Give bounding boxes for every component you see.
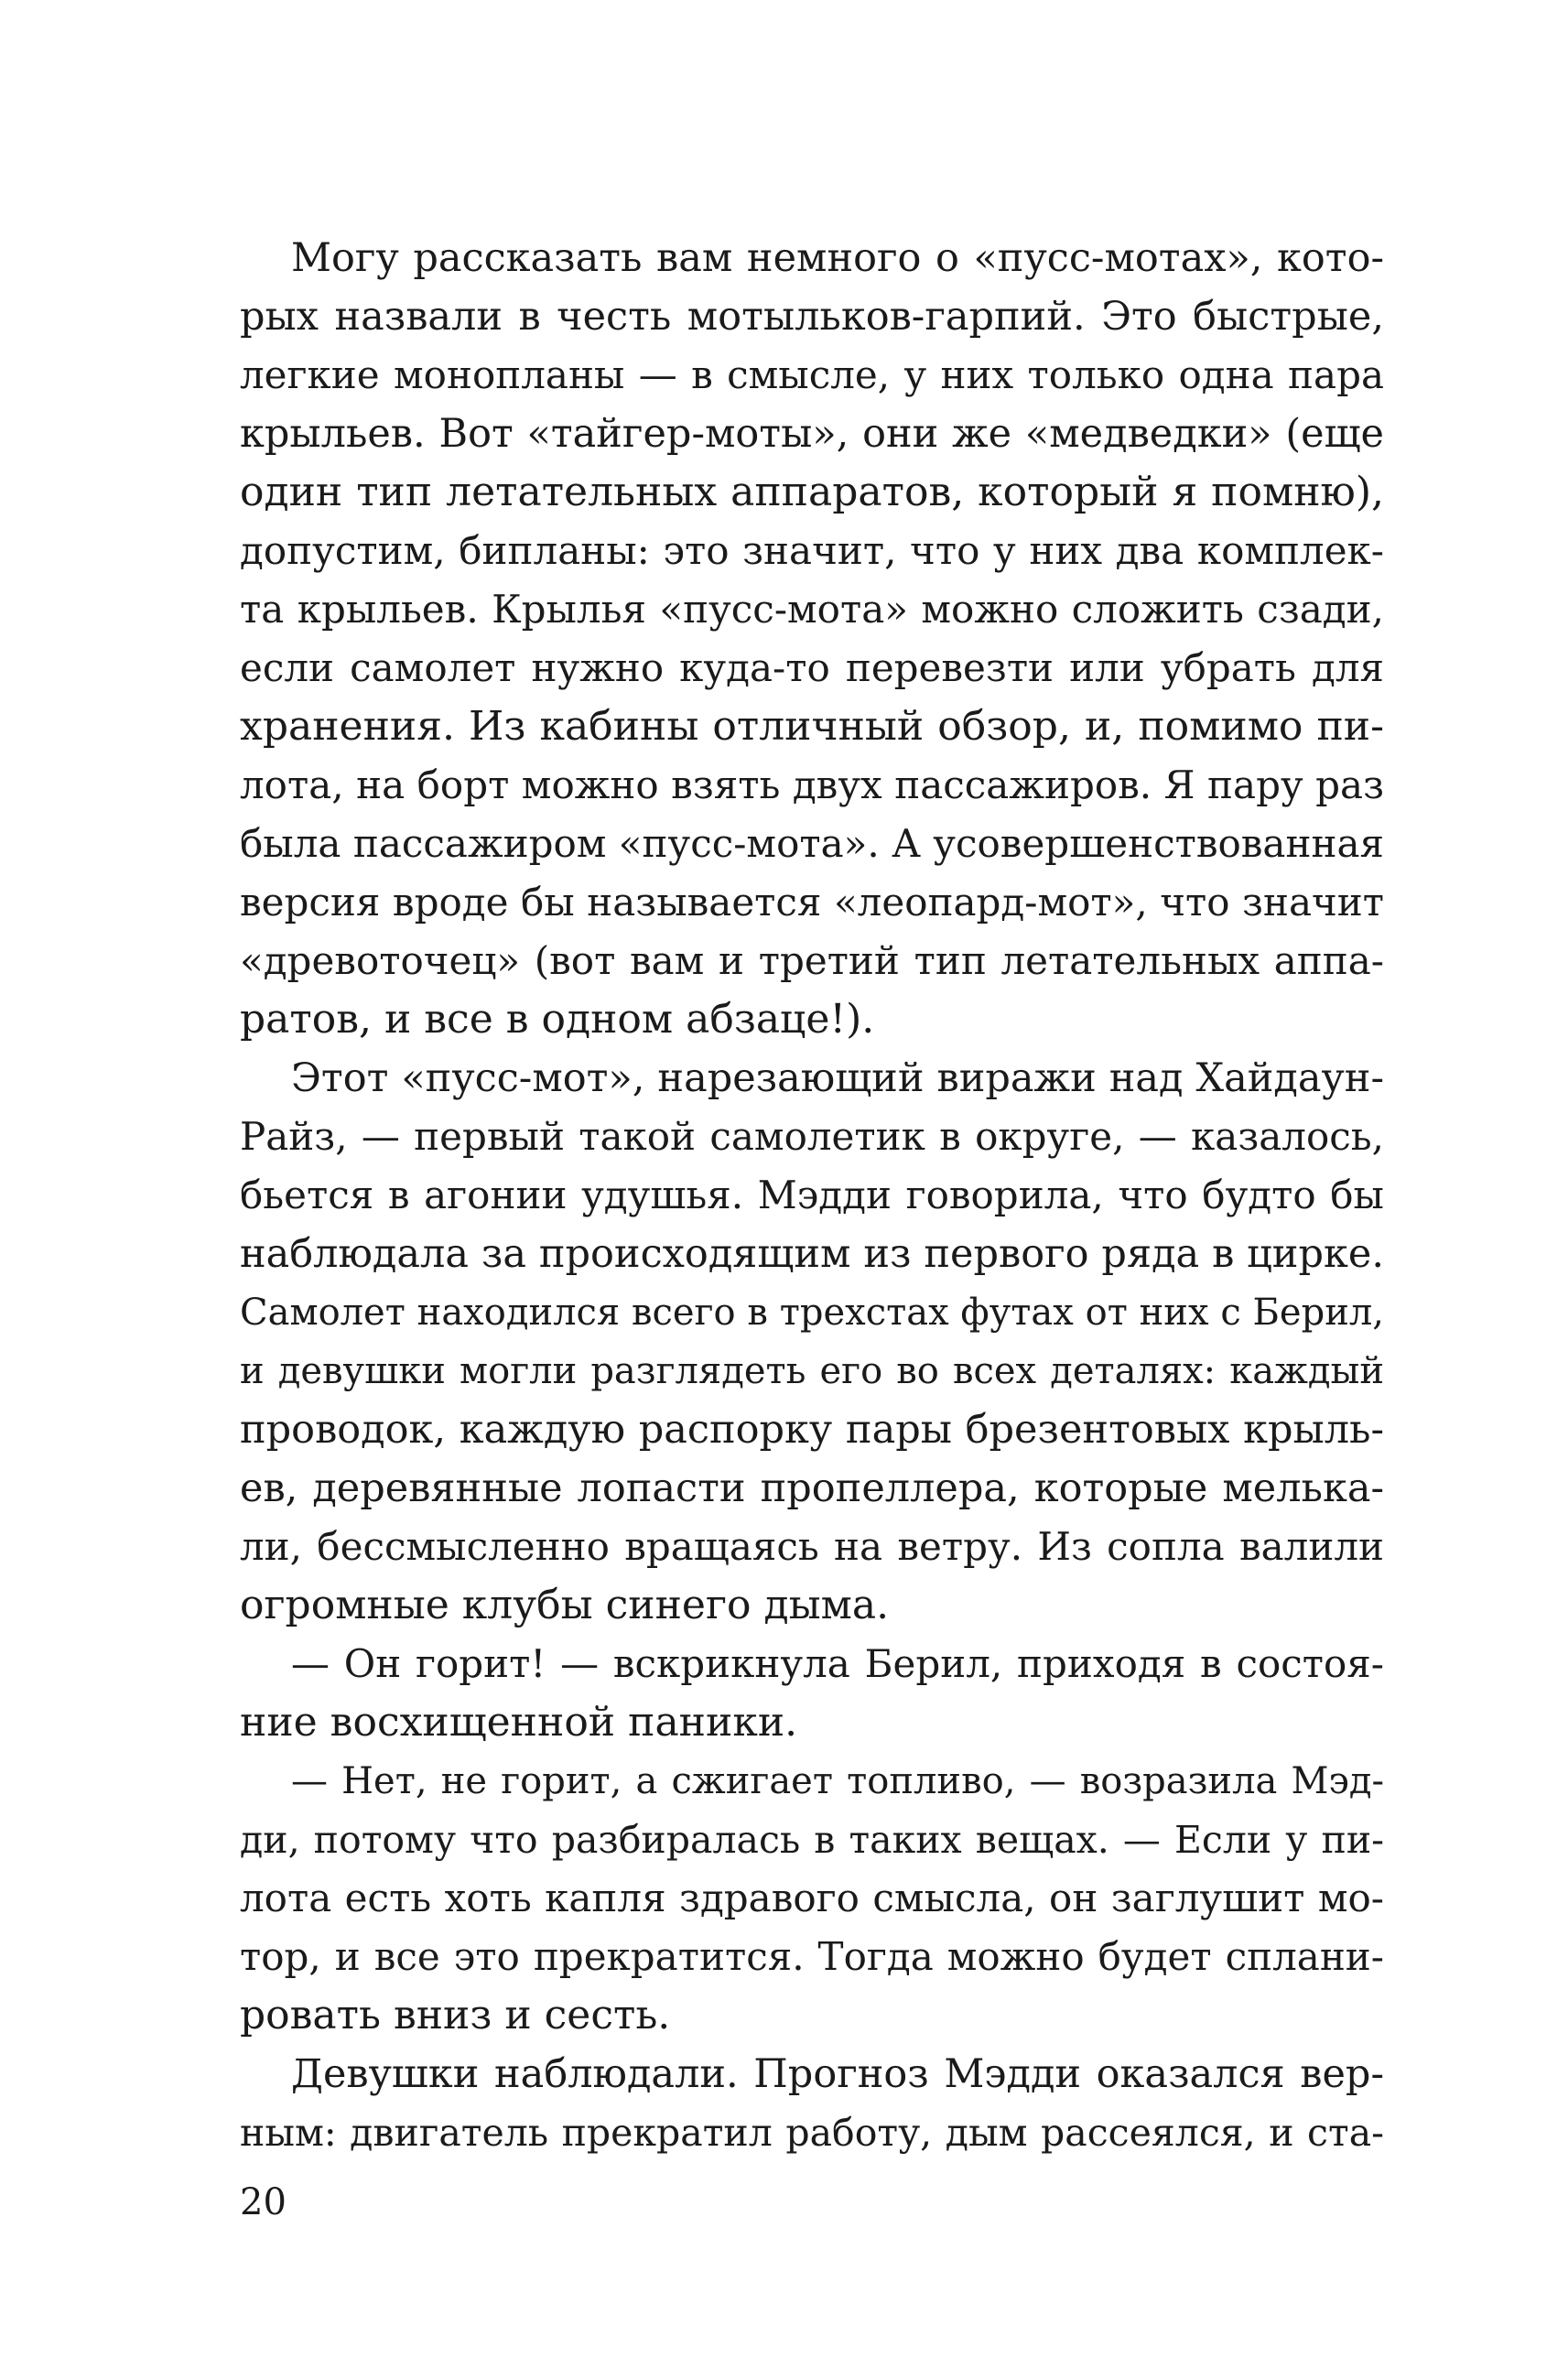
text-line: версия вроде бы называется «леопард-мот», что значит <box>240 880 1384 925</box>
text-line: ратов, и все в одном абзаце!). <box>240 996 875 1043</box>
text-line: ровать вниз и сесть. <box>240 1992 671 2038</box>
text-line: и девушки могли разглядеть его во всех деталях: каждый <box>240 1350 1384 1392</box>
text-line: Райз, — первый такой самолетик в округе, — казалось, <box>240 1114 1384 1159</box>
text-line: Этот «пусс-мот», нарезающий виражи над Хайдаун- <box>291 1055 1384 1101</box>
text-line: ди, потому что разбиралась в таких вещах. — Если у пи- <box>240 1818 1384 1862</box>
text-line: Могу рассказать вам немного о «пусс-мотах», кото- <box>291 235 1384 281</box>
text-line: допустим, бипланы: это значит, что у них два комплек- <box>240 528 1384 573</box>
text-line: «древоточец» (вот вам и третий тип летательных аппа- <box>240 938 1384 983</box>
text-line: ным: двигатель прекратил работу, дым рассеялся, и ста- <box>240 2111 1384 2155</box>
text-line: ев, деревянные лопасти пропеллера, которые мелька- <box>240 1465 1384 1511</box>
text-line: ли, бессмысленно вращаясь на ветру. Из сопла валили <box>240 1524 1384 1569</box>
text-line: если самолет нужно куда-то перевезти или убрать для <box>240 645 1384 690</box>
text-line: Самолет находился всего в трехстах футах от них с Берил, <box>240 1292 1384 1334</box>
text-line: огромные клубы синего дыма. <box>240 1582 890 1628</box>
text-line: ние восхищенной паники. <box>240 1699 798 1746</box>
text-line: легкие монопланы — в смысле, у них только одна пара <box>240 352 1384 397</box>
text-line: один тип летательных аппаратов, который я помню), <box>240 469 1384 515</box>
text-line: тор, и все это прекратится. Тогда можно будет сплани- <box>240 1934 1384 1979</box>
text-line: та крыльев. Крылья «пусс-мота» можно сложить сзади, <box>240 587 1384 632</box>
text-line: лота есть хоть капля здравого смысла, он заглушит мо- <box>240 1876 1384 1920</box>
text-line: лота, на борт можно взять двух пассажиров. Я пару раз <box>240 762 1384 807</box>
text-line: проводок, каждую распорку пары брезентовых крыль- <box>240 1407 1384 1453</box>
text-line: Девушки наблюдали. Прогноз Мэдди оказался вер- <box>291 2051 1384 2097</box>
text-line: была пассажиром «пусс-мота». А усовершенствованная <box>240 821 1384 866</box>
text-line: бьется в агонии удушья. Мэдди говорила, что будто бы <box>240 1173 1384 1217</box>
text-line: крыльев. Вот «тайгер-моты», они же «медведки» (еще <box>240 411 1384 457</box>
text-line: — Он горит! — вскрикнула Берил, приходя в состоя- <box>291 1641 1384 1686</box>
text-line: хранения. Из кабины отличный обзор, и, помимо пи- <box>240 703 1384 750</box>
text-line: наблюдала за происходящим из первого ряда в цирке. <box>240 1231 1384 1277</box>
text-line: рых назвали в честь мотыльков-гарпий. Это быстрые, <box>240 294 1384 340</box>
page-number: 20 <box>240 2181 287 2223</box>
page-text <box>240 229 1384 2162</box>
text-line: — Нет, не горит, а сжигает топливо, — возразила Мэд- <box>291 1760 1384 1802</box>
